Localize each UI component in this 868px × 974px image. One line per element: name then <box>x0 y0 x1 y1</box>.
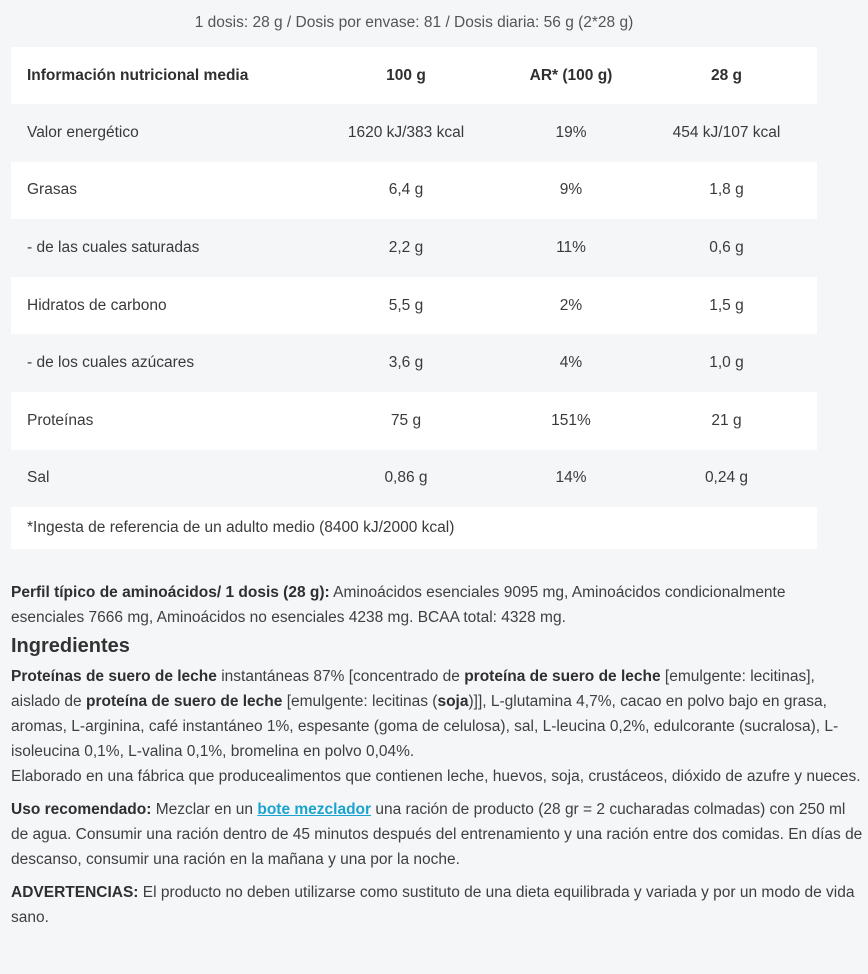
value-ar: 14% <box>555 469 587 487</box>
value-100g: 6,4 g <box>388 181 424 199</box>
value-100g: 75 g <box>390 411 422 429</box>
product-description <box>11 580 863 930</box>
value-100g: 1620 kJ/383 kcal <box>347 123 465 141</box>
value-100g: 2,2 g <box>388 238 424 256</box>
usage-paragraph <box>11 797 863 872</box>
value-ar: 11% <box>556 238 586 256</box>
usage-text: una ración de producto (28 gr = 2 cucharadas colmadas) con 250 ml de agua. Consumir una ración dentro de 45 minutos después del entrenamiento y una ración entre dos comidas. En días de descanso, consumir una ración en la mañana y una por la noche. <box>11 801 863 868</box>
value-dose: 0,24 g <box>704 469 749 487</box>
nutrition-table <box>11 47 817 549</box>
usage-label: Uso recomendado: <box>11 801 152 818</box>
ingredients-text: [emulgente: lecitinas], aislado de <box>11 668 815 710</box>
aminoacid-profile <box>11 580 863 630</box>
factory-notice: Elaborado en una fábrica que producealimentos que contienen leche, huevos, soja, crustáceos, dióxido de azufre y nueces. <box>11 768 861 785</box>
usage-text: Mezclar en un <box>151 801 258 818</box>
nutrient-name: Proteínas <box>27 411 94 429</box>
header-cell: AR* (100 g) <box>529 66 613 84</box>
value-ar: 4% <box>559 354 583 372</box>
allergen-bold: soja <box>437 693 469 710</box>
warnings-label: ADVERTENCIAS: <box>11 884 139 901</box>
table-row <box>11 219 817 277</box>
value-dose: 454 kJ/107 kcal <box>672 123 781 141</box>
nutrient-name: Sal <box>27 469 50 487</box>
value-ar: 151% <box>551 411 591 429</box>
dose-info: 1 dosis: 28 g / Dosis por envase: 81 / Dosis diaria: 56 g (2*28 g) <box>194 14 634 31</box>
value-ar: 2% <box>559 296 583 314</box>
shaker-link[interactable]: bote mezclador <box>257 801 372 818</box>
ingredients-text: instantáneas 87% [concentrado de <box>216 668 465 685</box>
table-row <box>11 334 817 392</box>
value-dose: 21 g <box>711 411 742 429</box>
value-ar: 19% <box>555 123 587 141</box>
value-dose: 1,8 g <box>709 181 744 199</box>
nutrient-name: Hidratos de carbono <box>27 296 167 314</box>
allergen-bold: Proteínas de suero de leche <box>11 668 217 685</box>
value-100g: 5,5 g <box>388 296 424 314</box>
ingredients-text: [emulgente: lecitinas ( <box>282 693 438 710</box>
header-cell: 28 g <box>710 66 742 84</box>
header-cell: 100 g <box>386 66 426 84</box>
value-dose: 1,0 g <box>709 354 744 372</box>
table-header <box>11 47 817 104</box>
warnings-paragraph <box>11 880 863 930</box>
aminoacid-label: Perfil típico de aminoácidos/ 1 dosis (28 g): <box>11 584 330 601</box>
table-footnote: *Ingesta de referencia de un adulto medio (8400 kJ/2000 kcal) <box>11 507 817 549</box>
value-ar: 9% <box>559 181 583 199</box>
table-row <box>11 104 817 162</box>
header-cell: Información nutricional media <box>27 66 249 84</box>
aminoacid-text: Aminoácidos esenciales 9095 mg, Aminoácidos condicionalmente esenciales 7666 mg, Aminoácidos no esenciales 4238 mg. BCAA total: 4328 mg. <box>11 584 786 626</box>
ingredients-list <box>11 664 863 764</box>
allergen-bold: proteína de suero de leche <box>85 693 283 710</box>
table-row <box>11 162 817 220</box>
nutrient-name: Grasas <box>27 181 77 199</box>
table-row <box>11 450 817 508</box>
nutrient-name: - de los cuales azúcares <box>27 354 195 372</box>
value-100g: 3,6 g <box>388 354 424 372</box>
nutrient-name: - de las cuales saturadas <box>27 238 200 256</box>
table-row <box>11 277 817 335</box>
ingredients-text: )]], L-glutamina 4,7%, cacao en polvo bajo en grasa, aromas, L-arginina, café instantáneo 1%, espesante (goma de celulosa), sal, L-leucina 0,2%, edulcorante (sucralosa), L-isoleucina 0,1%, L-valina 0,1%, bromelina en polvo 0,04%. <box>11 693 839 760</box>
table-row <box>11 392 817 450</box>
value-dose: 0,6 g <box>709 238 744 256</box>
ingredients-heading: Ingredientes <box>11 635 130 657</box>
nutrient-name: Valor energético <box>27 123 139 141</box>
warnings-text: El producto no deben utilizarse como sustituto de una dieta equilibrada y variada y por un modo de vida sano. <box>11 884 855 926</box>
value-dose: 1,5 g <box>709 296 744 314</box>
allergen-bold: proteína de suero de leche <box>464 668 661 685</box>
value-100g: 0,86 g <box>384 469 428 487</box>
